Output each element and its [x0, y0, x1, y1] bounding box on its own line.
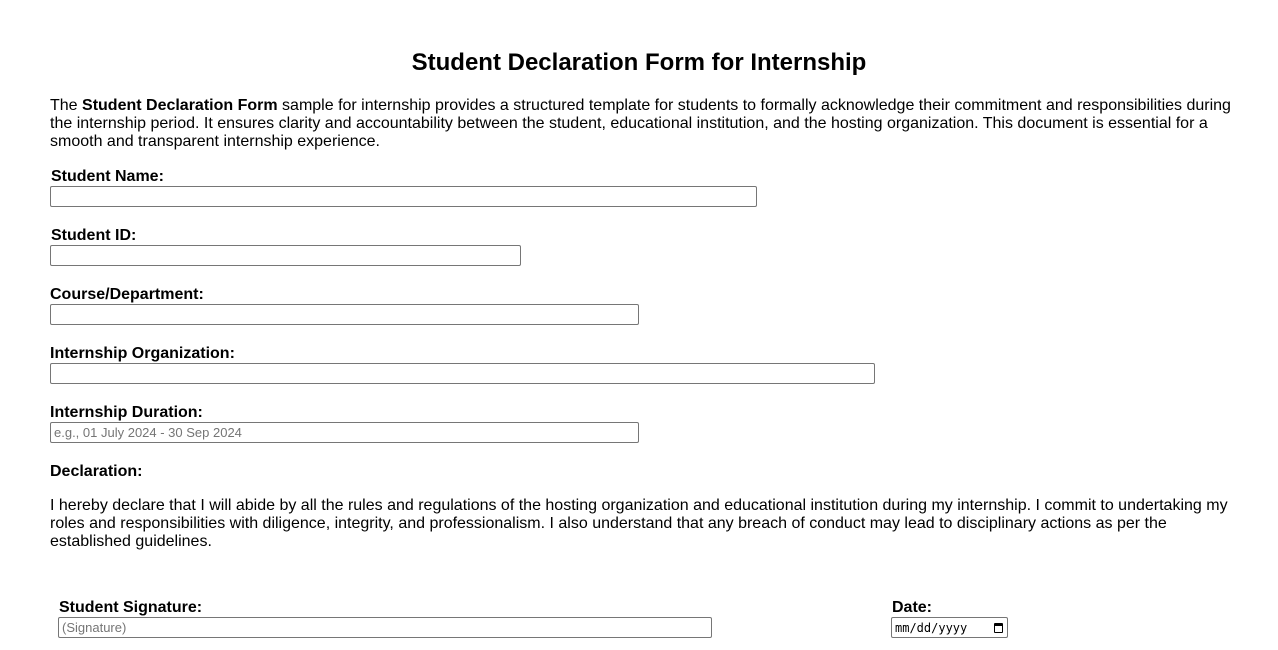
duration-label: Internship Duration:: [50, 404, 203, 421]
duration-input[interactable]: [50, 422, 639, 443]
declaration-text: I hereby declare that I will abide by all the rules and regulations of the hosting organization and educational institution during my internship. I commit to undertaking my roles and responsibilities with diligence, integrity, and professionalism. I also understand that any breach of conduct may lead to disciplinary actions as per the established guidelines.: [50, 497, 1228, 550]
organization-input[interactable]: [50, 363, 875, 384]
date-input[interactable]: [891, 617, 1008, 638]
intro-bold: Student Declaration Form: [82, 97, 278, 114]
student-name-input[interactable]: [50, 186, 757, 207]
signature-label: Student Signature:: [59, 599, 203, 616]
course-label: Course/Department:: [50, 286, 204, 303]
intro-paragraph: [50, 97, 1235, 151]
student-name-label: Student Name:: [51, 168, 164, 185]
organization-label: Internship Organization:: [50, 345, 235, 362]
calendar-icon[interactable]: [994, 623, 1003, 633]
intro-text-rest: sample for internship provides a structured template for students to formally acknowledge their commitment and responsibilities during the internship period. It ensures clarity and accountability between the student, educational institution, and the hosting organization. This document is essential for a smooth and transparent internship experience.: [50, 97, 1231, 150]
signature-input[interactable]: [58, 617, 712, 638]
student-id-label: Student ID:: [51, 227, 137, 244]
date-placeholder: mm/dd/yyyy: [895, 620, 968, 635]
declaration-heading: Declaration:: [50, 463, 143, 480]
intro-text: The: [50, 97, 83, 114]
student-id-input[interactable]: [50, 245, 521, 266]
course-input[interactable]: [50, 304, 639, 325]
page-title: Student Declaration Form for Internship: [411, 49, 867, 76]
date-label: Date:: [892, 599, 933, 616]
